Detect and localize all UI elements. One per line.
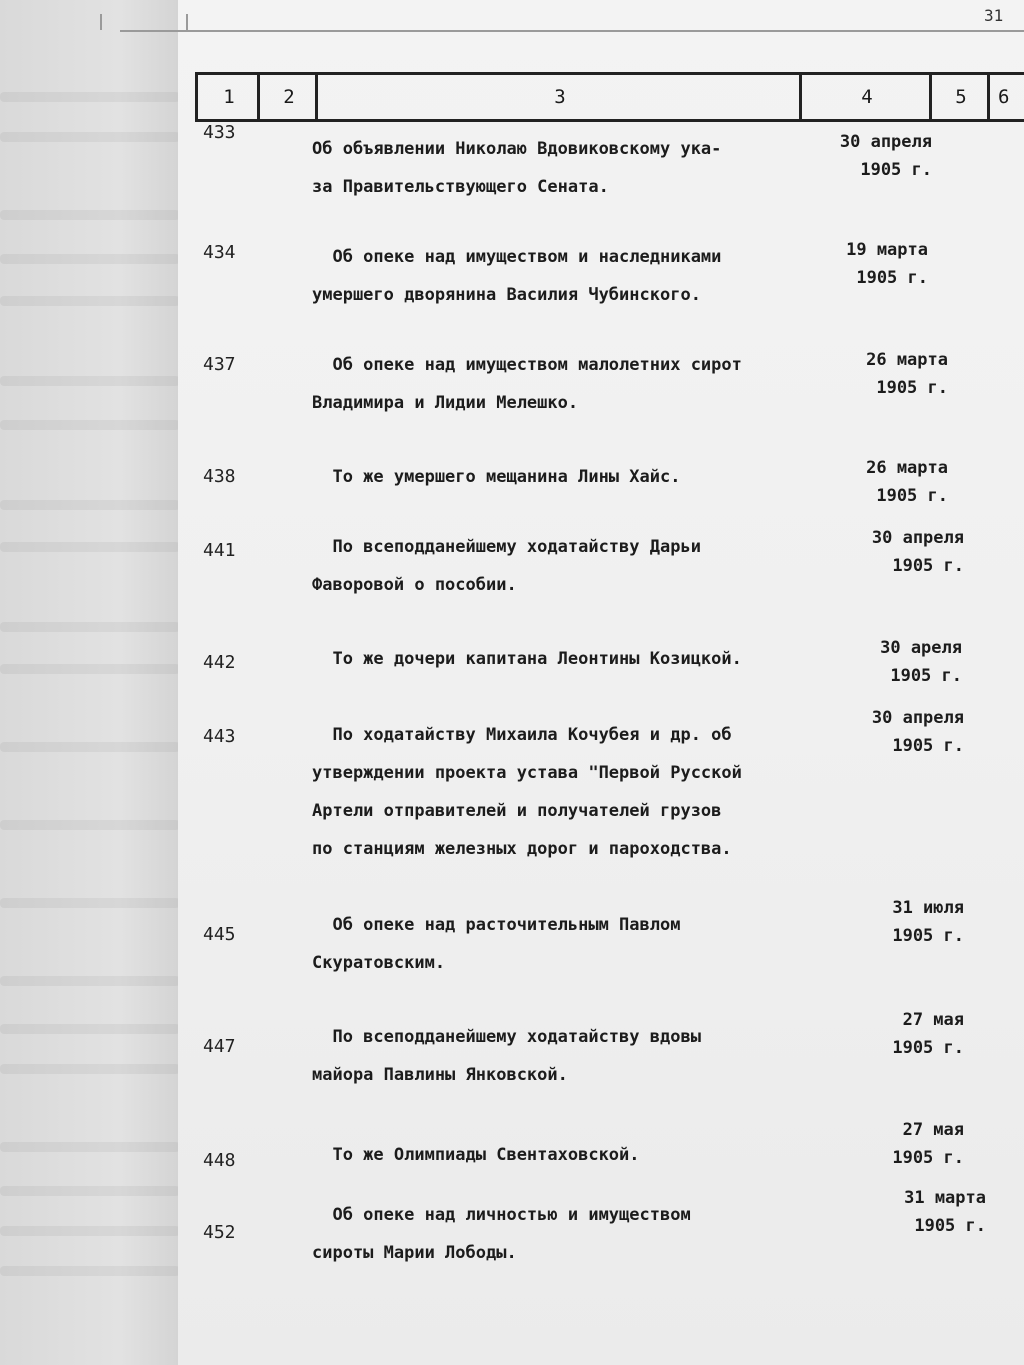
entry-date-line: 1905 г. [876, 486, 948, 506]
header-column-5: 5 [929, 75, 990, 119]
entry-date-line: 27 мая [902, 1120, 964, 1140]
entry-date-line: 31 июля [892, 898, 964, 918]
entry-number: 433 [203, 122, 236, 143]
entry-title-line: По ходатайству Михаила Кочубея и др. об [312, 725, 732, 745]
ghost-text-line [0, 132, 180, 142]
entry-date [892, 894, 964, 950]
entry-title-line: Фаворовой о пособии. [312, 575, 517, 595]
ghost-text-line [0, 1024, 180, 1034]
ghost-text-line [0, 820, 180, 830]
entry-title-line: Об опеке над расточительным Павлом [312, 915, 681, 935]
header-column-1: 1 [195, 75, 260, 119]
entry-date [872, 704, 964, 760]
entry-date-line: 26 марта [866, 458, 948, 478]
entry-title [312, 906, 680, 982]
ghost-text-line [0, 898, 180, 908]
ghost-text-line [0, 542, 180, 552]
entry-title-line: умершего дворянина Василия Чубинского. [312, 285, 701, 305]
entry-number: 442 [203, 652, 236, 673]
ghost-text-line [0, 254, 180, 264]
entry-number: 443 [203, 726, 236, 747]
entry-number: 445 [203, 924, 236, 945]
header-column-3: 3 [315, 75, 802, 119]
entry-date-line: 31 марта [904, 1188, 986, 1208]
ghost-text-line [0, 1064, 180, 1074]
ghost-text-line [0, 210, 180, 220]
ghost-text-line [0, 1266, 180, 1276]
entry-date-line: 30 ареля [880, 638, 962, 658]
ghost-text-line [0, 1142, 180, 1152]
entry-number: 452 [203, 1222, 236, 1243]
entry-title-line: По всеподданейшему ходатайству вдовы [312, 1027, 701, 1047]
entry-title [312, 1136, 640, 1174]
entry-date [840, 128, 932, 184]
entry-number: 434 [203, 242, 236, 263]
entry-title-line: сироты Марии Лободы. [312, 1243, 517, 1263]
entry-title [312, 238, 721, 314]
ghost-text-line [0, 1186, 180, 1196]
entry-date-line: 1905 г. [892, 926, 964, 946]
header-column-6: 6 [987, 75, 1024, 119]
entry-date [872, 524, 964, 580]
entry-date-line: 1905 г. [890, 666, 962, 686]
entry-date [880, 634, 962, 690]
entry-title-line: Скуратовским. [312, 953, 446, 973]
ghost-text-line [0, 92, 180, 102]
entry-title-line: Владимира и Лидии Мелешко. [312, 393, 579, 413]
ghost-text-line [0, 976, 180, 986]
ghost-text-line [0, 296, 180, 306]
entry-date [892, 1116, 964, 1172]
entry-date-line: 26 марта [866, 350, 948, 370]
entry-date [904, 1184, 986, 1240]
entry-number: 438 [203, 466, 236, 487]
entry-title-line: По всеподданейшему ходатайству Дарьи [312, 537, 701, 557]
entry-date [866, 454, 948, 510]
entry-title-line: Об опеке над имуществом и наследниками [312, 247, 722, 267]
ghost-text-line [0, 1226, 180, 1236]
entry-title-line: Об опеке над имуществом малолетних сирот [312, 355, 742, 375]
entry-number: 441 [203, 540, 236, 561]
entry-title-line: Об опеке над личностью и имуществом [312, 1205, 691, 1225]
entry-title [312, 528, 701, 604]
page-number: 31 [984, 6, 1004, 25]
entry-date-line: 1905 г. [860, 160, 932, 180]
entry-title [312, 130, 721, 206]
header-column-2: 2 [257, 75, 318, 119]
entry-date [892, 1006, 964, 1062]
table-header [195, 72, 1024, 122]
entry-date-line: 19 марта [846, 240, 928, 260]
entry-date-line: 30 апреля [871, 708, 964, 728]
entry-date-line: 1905 г. [876, 378, 948, 398]
entry-title [312, 716, 742, 868]
entry-date [846, 236, 928, 292]
adjacent-page-edge [0, 0, 202, 1365]
header-column-4: 4 [799, 75, 932, 119]
entry-title-line: То же Олимпиады Свентаховской. [312, 1145, 640, 1165]
ghost-text-line [0, 420, 180, 430]
entry-title-line: майора Павлины Янковской. [312, 1065, 568, 1085]
entry-date-line: 1905 г. [892, 1038, 964, 1058]
entry-title-line: То же умершего мещанина Лины Хайс. [312, 467, 681, 487]
entry-date-line: 30 апреля [839, 132, 932, 152]
ghost-text-line [0, 622, 180, 632]
entry-number: 447 [203, 1036, 236, 1057]
entry-title [312, 640, 742, 678]
entry-title-line: по станциям железных дорог и пароходства. [312, 839, 732, 859]
entry-date-line: 1905 г. [856, 268, 928, 288]
entry-date-line: 1905 г. [892, 556, 964, 576]
ghost-text-line [0, 742, 180, 752]
entry-title-line: Об объявлении Николаю Вдовиковскому ука- [312, 139, 722, 159]
entry-date-line: 30 апреля [871, 528, 964, 548]
upper-rule-line [120, 30, 1024, 32]
entry-title-line: утверждении проекта устава "Первой Русской [312, 763, 742, 783]
entry-title [312, 458, 680, 496]
entry-number: 448 [203, 1150, 236, 1171]
entry-date-line: 1905 г. [892, 736, 964, 756]
entry-title-line: за Правительствующего Сената. [312, 177, 609, 197]
entry-date-line: 1905 г. [914, 1216, 986, 1236]
ghost-text-line [0, 664, 180, 674]
entry-title [312, 1196, 691, 1272]
ghost-text-line [0, 376, 180, 386]
ghost-text-line [0, 500, 180, 510]
entry-title-line: То же дочери капитана Леонтины Козицкой. [312, 649, 742, 669]
upper-rule-tick [100, 14, 102, 30]
entry-date-line: 1905 г. [892, 1148, 964, 1168]
entry-title-line: Артели отправителей и получателей грузов [312, 801, 722, 821]
upper-rule-tick [186, 14, 188, 30]
entry-date-line: 27 мая [902, 1010, 964, 1030]
entry-number: 437 [203, 354, 236, 375]
entry-title [312, 346, 742, 422]
entry-title [312, 1018, 701, 1094]
entry-date [866, 346, 948, 402]
